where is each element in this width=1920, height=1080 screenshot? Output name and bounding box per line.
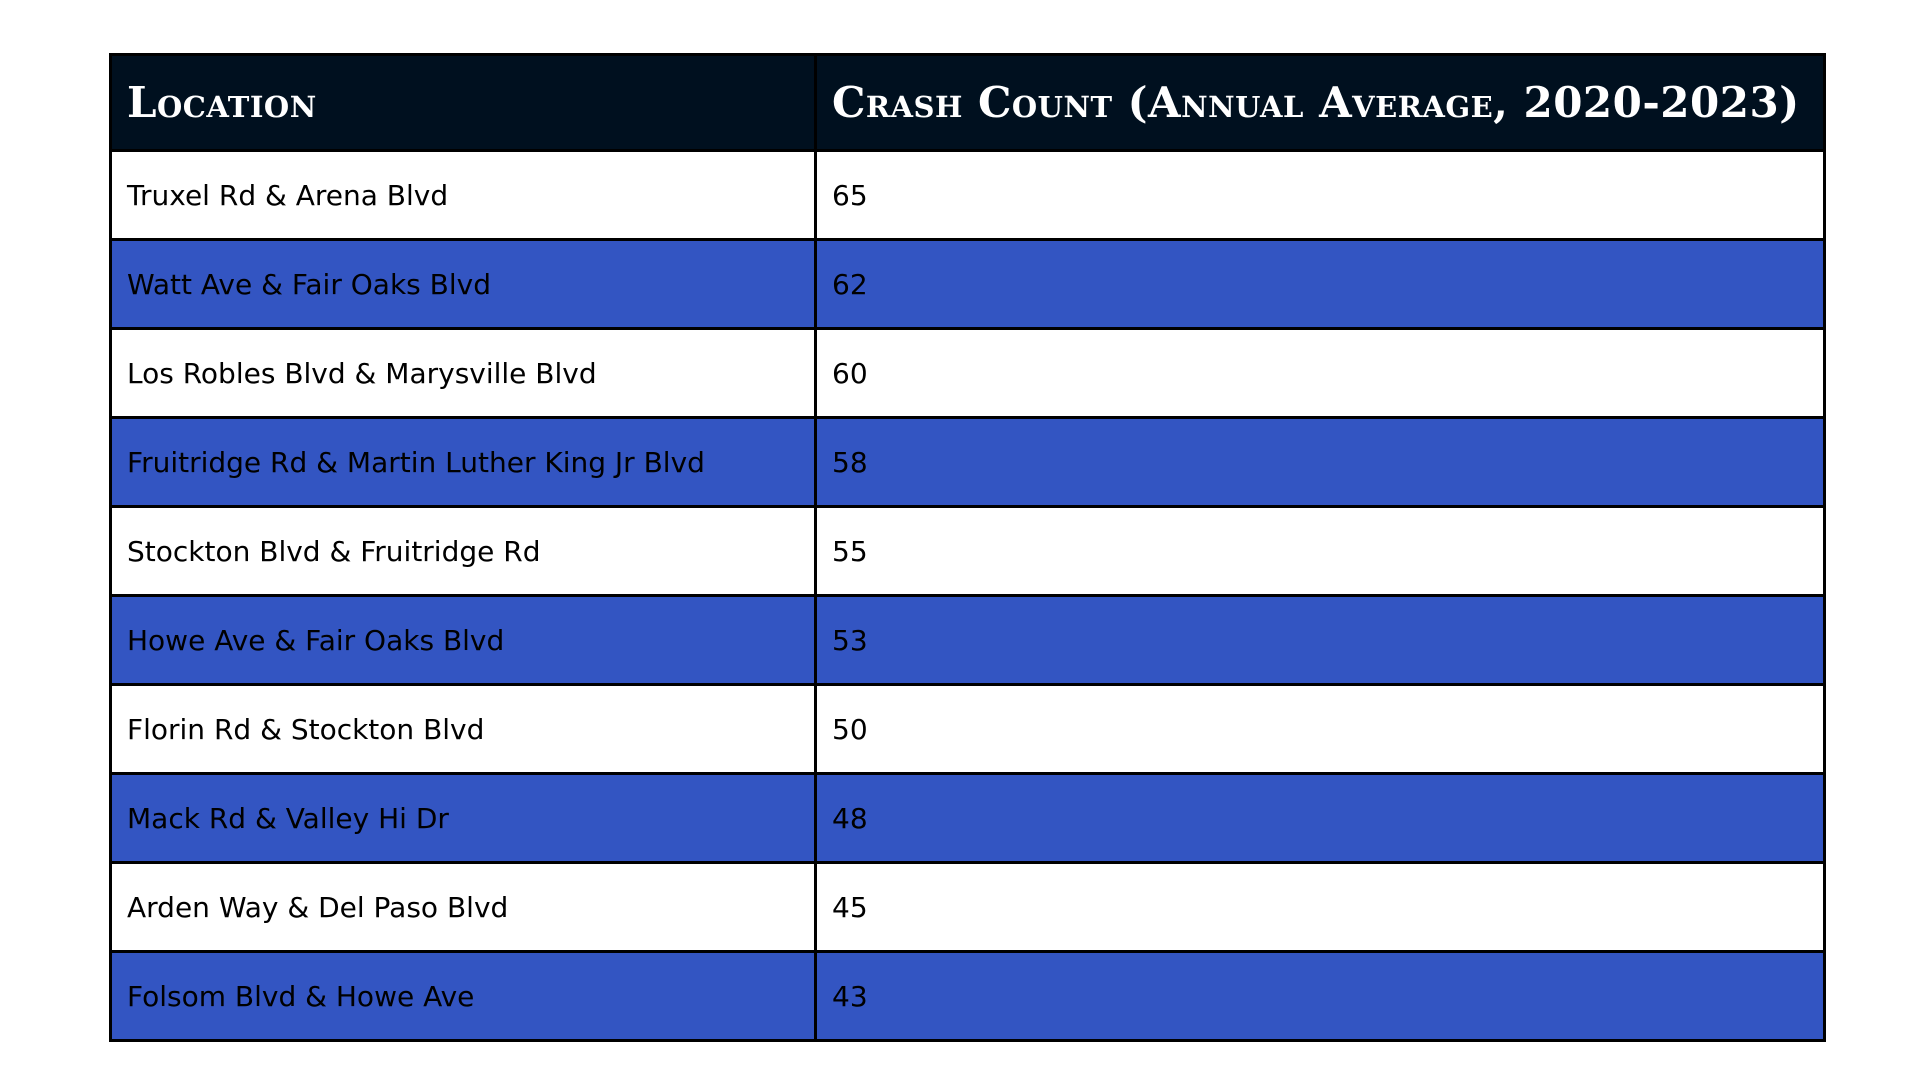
count-cell: 53	[816, 596, 1825, 685]
count-cell: 60	[816, 329, 1825, 418]
count-cell: 62	[816, 240, 1825, 329]
count-cell: 50	[816, 685, 1825, 774]
crash-count-table	[109, 53, 1826, 1042]
table-row	[111, 596, 1825, 685]
table-row	[111, 774, 1825, 863]
count-cell: 65	[816, 151, 1825, 240]
count-cell: 58	[816, 418, 1825, 507]
table-row	[111, 329, 1825, 418]
location-cell: Truxel Rd & Arena Blvd	[111, 151, 816, 240]
location-cell: Los Robles Blvd & Marysville Blvd	[111, 329, 816, 418]
location-cell: Mack Rd & Valley Hi Dr	[111, 774, 816, 863]
location-cell: Florin Rd & Stockton Blvd	[111, 685, 816, 774]
table-row	[111, 418, 1825, 507]
table-header	[111, 55, 1825, 151]
header-location: Location	[111, 55, 816, 151]
location-cell: Watt Ave & Fair Oaks Blvd	[111, 240, 816, 329]
location-cell: Folsom Blvd & Howe Ave	[111, 952, 816, 1041]
location-cell: Arden Way & Del Paso Blvd	[111, 863, 816, 952]
table-body	[111, 151, 1825, 1041]
table-row	[111, 151, 1825, 240]
location-cell: Howe Ave & Fair Oaks Blvd	[111, 596, 816, 685]
count-cell: 48	[816, 774, 1825, 863]
table-row	[111, 507, 1825, 596]
count-cell: 45	[816, 863, 1825, 952]
header-row	[111, 55, 1825, 151]
count-cell: 43	[816, 952, 1825, 1041]
table-row	[111, 952, 1825, 1041]
count-cell: 55	[816, 507, 1825, 596]
table-row	[111, 685, 1825, 774]
table-row	[111, 240, 1825, 329]
location-cell: Fruitridge Rd & Martin Luther King Jr Blvd	[111, 418, 816, 507]
location-cell: Stockton Blvd & Fruitridge Rd	[111, 507, 816, 596]
header-crash-count: Crash Count (Annual Average, 2020-2023)	[816, 55, 1825, 151]
table-row	[111, 863, 1825, 952]
